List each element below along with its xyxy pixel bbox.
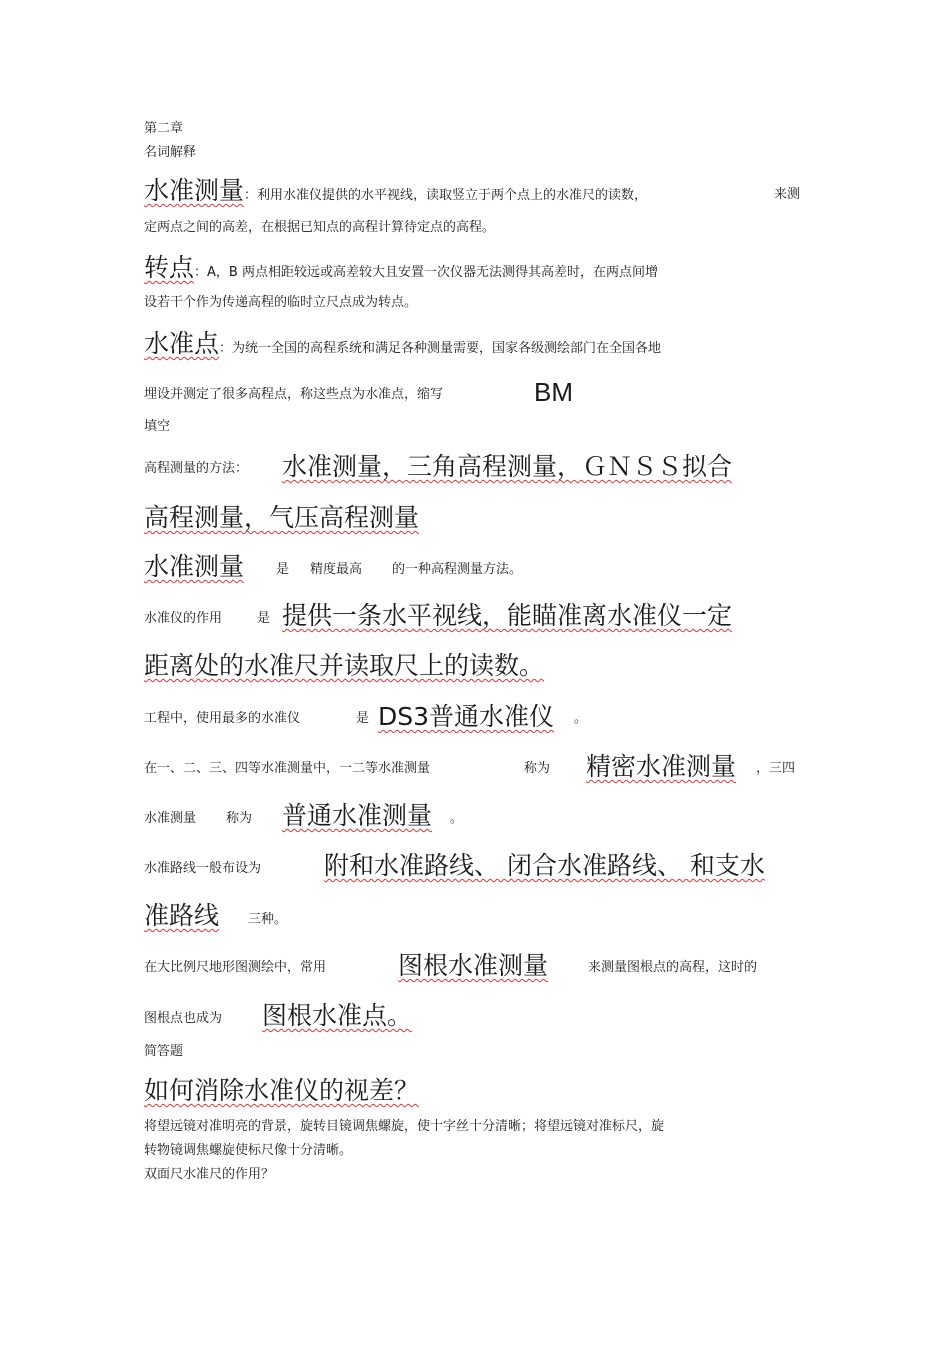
question-prompt: 水准路线一般布设为 [144,861,262,876]
term-separator: ： [244,188,258,203]
question-text: 来测量图根点的高程，这时的 [588,960,758,975]
answer-text-line2: 准路线 [144,901,220,930]
definition-text-line2: 设若干个作为传递高程的临时立尺点成为转点。 [144,295,418,310]
short-answer-text: 将望远镜对准明亮的背景，旋转目镜调焦螺旋，使十字丝十分清晰；将望远镜对准标尺，旋 [144,1119,665,1134]
answer-text: 水准测量 [144,552,245,581]
question-text: 的一种高程测量方法。 [392,562,523,577]
definition-text: 利用水准仪提供的水平视线，读取竖立于两个点上的水准尺的读数， [257,188,648,203]
answer-text: DS3普通水准仪 [378,702,555,731]
term-separator: ： [194,265,208,280]
answer-text-line2: 距离处的水准尺并读取尺上的读数。 [144,651,545,680]
section-definitions: 名词解释 [144,145,197,160]
question-text: 。 [574,711,588,726]
definition-text-line2: 埋设并测定了很多高程点，称这些点为水准点，缩写 [144,387,444,402]
answer-text: 提供一条水平视线，能瞄准离水准仪一定 [282,601,733,630]
question-text: 精度最高 [310,562,363,577]
answer-text: 普通水准测量 [282,801,433,830]
short-answer-question: 如何消除水准仪的视差？ [144,1076,420,1105]
term-benchmark: 水准点 [144,329,220,358]
answer-text: 附和水准路线、 闭合水准路线、 和支水 [324,851,765,880]
question-text: 称为 [226,811,253,826]
answer-text: 图根水准点。 [262,1001,413,1030]
definition-text: A，B 两点相距较远或高差较大且安置一次仪器无法测得其高差时，在两点间增 [207,265,658,280]
question-text: 图根点也成为 [144,1011,223,1026]
term-separator: ： [219,341,233,356]
definition-text-tail: 来测 [774,187,801,202]
answer-text: 精密水准测量 [586,752,737,781]
term-leveling: 水准测量 [144,176,245,205]
answer-text: 图根水准测量 [398,951,549,980]
definition-text-line2: 定两点之间的高差，在根据已知点的高程计算待定点的高程。 [144,220,496,235]
short-answer-question: 双面尺水准尺的作用？ [144,1167,275,1182]
question-prompt: 在大比例尺地形图测绘中，常用 [144,960,327,975]
answer-text-line2: 高程测量，气压高程测量 [144,503,420,532]
question-text: 水准测量 [144,811,197,826]
definition-leveling [144,178,647,203]
question-text: 称为 [524,761,551,776]
chapter-heading: 第二章 [144,121,184,136]
question-text: 三种。 [248,912,288,927]
question-prompt: 水准仪的作用 [144,611,223,626]
definition-text: 为统一全国的高程系统和满足各种测量需要，国家各级测绘部门在全国各地 [232,341,662,356]
question-text: 是 [276,562,290,577]
question-prompt: 在一、二、三、四等水准测量中，一二等水准测量 [144,761,431,776]
question-text: 。 [450,811,464,826]
question-prompt: 工程中，使用最多的水准仪 [144,711,301,726]
question-text: 是 [257,611,271,626]
question-text: 是 [356,711,370,726]
question-prompt: 高程测量的方法： [144,461,249,476]
section-short-answer: 简答题 [144,1044,184,1059]
question-text: ，三四 [756,761,796,776]
short-answer-text-line2: 转物镜调焦螺旋使标尺像十分清晰。 [144,1143,353,1158]
definition-benchmark [144,331,661,356]
definition-turning-point [144,255,658,280]
abbreviation-bm: BM [534,377,573,407]
term-turning-point: 转点 [144,253,195,282]
answer-text: 水准测量，三角高程测量，ＧＮＳＳ拟合 [282,452,733,481]
section-fill-blank: 填空 [144,419,171,434]
